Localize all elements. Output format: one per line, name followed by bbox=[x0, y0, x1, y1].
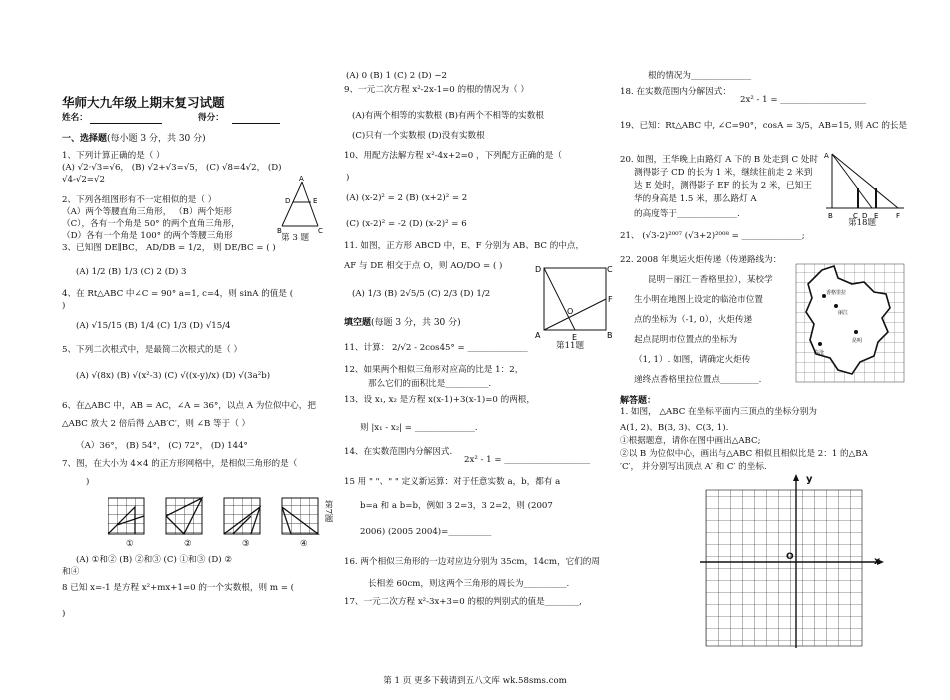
q20-text-c: 达 E 处时，测得影子 EF 的长为 2 米，已知王 bbox=[634, 181, 812, 191]
q8-options: (A) 0 (B) 1 (C) 2 (D) −2 bbox=[346, 71, 448, 81]
origin-label: O bbox=[786, 552, 794, 562]
q12-text-b: 那么它们的面积比是__________. bbox=[368, 379, 492, 389]
q11-text-b: AF 与 DE 相交于点 O，则 AO/DO = ( ) bbox=[344, 261, 503, 271]
q7-label-1: ① bbox=[126, 539, 134, 549]
q1-text: 1、下列计算正确的是（ ） bbox=[62, 151, 165, 161]
q2-options-ab: （A）两个等腰直角三角形， （B）两个矩形 bbox=[62, 207, 232, 217]
svg-text:香格里拉: 香格里拉 bbox=[826, 290, 847, 296]
q7-close: ) bbox=[86, 477, 90, 487]
q22-text-c: 生小明在地图上设定的临沧市位置 bbox=[634, 295, 763, 305]
svg-text:A: A bbox=[535, 331, 541, 340]
q3-options: (A) 1/2 (B) 1/3 (C) 2 (D) 3 bbox=[76, 267, 187, 277]
q20-text: 20. 如图，王华晚上由路灯 A 下的 B 处走到 C 处时 bbox=[620, 155, 818, 165]
q4-options: (A) √15/15 (B) 1/4 (C) 1/3 (D) √15/4 bbox=[76, 321, 231, 331]
q7-figure-grids bbox=[108, 496, 323, 536]
q20-text-d: 华的身高是 1.5 米，那么路灯 A bbox=[634, 194, 757, 204]
q15-text-c: 2006) (2005 2004)=__________ bbox=[360, 527, 492, 537]
q15-text: 15 用 " "、" " 定义新运算：对于任意实数 a，b，都有 a bbox=[344, 477, 561, 487]
section-fill bbox=[344, 318, 461, 328]
q1-option-d: √4-√2=√2 bbox=[62, 175, 105, 185]
q19-text: 19、已知：Rt△ABC 中, ∠C=90°，cosA = 3/5，AB=15, 则 AC 的长是 bbox=[620, 121, 908, 131]
q3-figure bbox=[276, 176, 332, 234]
q7-text: 7、图，在大小为 4×4 的正方形网格中，是相似三角形的是（ bbox=[62, 459, 298, 469]
q9-options-ab: (A)有两个相等的实数根 (B)有两个不相等的实数根 bbox=[352, 111, 544, 121]
svg-text:E: E bbox=[313, 197, 318, 205]
q10-options-ab: (A) (x-2)² = 2 (B) (x+2)² = 2 bbox=[346, 193, 468, 203]
q2-option-d: （D）各有一个角是 100° 的两个等腰三角形 bbox=[62, 231, 233, 241]
svg-text:昆明: 昆明 bbox=[852, 338, 863, 344]
svg-text:C: C bbox=[318, 227, 323, 234]
svg-text:F: F bbox=[896, 212, 901, 220]
section-choice-title: 一、选择题 bbox=[62, 134, 108, 144]
q17-text: 17、一元二次方程 x²-3x+3=0 的根的判别式的值是________, bbox=[344, 597, 582, 607]
q18-text: 18. 在实数范围内分解因式： bbox=[620, 87, 731, 97]
a1-text-c: ①根据题意，请你在图中画出△ABC; bbox=[620, 436, 761, 446]
q14-text: 14、在实数范围内分解因式. bbox=[344, 447, 453, 457]
svg-text:B: B bbox=[277, 227, 282, 234]
q18-expression: 2x² - 1 = ____________________ bbox=[740, 95, 867, 105]
q22-text-d: 点的坐标为（-1, 0），火炬传递 bbox=[634, 315, 753, 325]
q8-close: ) bbox=[62, 609, 66, 619]
svg-text:E: E bbox=[874, 212, 879, 220]
q13-text-b: 则 |x₁ - x₂| = ______________. bbox=[360, 423, 478, 433]
q20-figure-label: 第18题 bbox=[848, 218, 877, 228]
section-choice-note: (每小题 3 分，共 30 分) bbox=[107, 134, 206, 144]
name-label: 姓名： bbox=[62, 113, 88, 123]
a1-text-e: ′C′， 并分别写出顶点 A′ 和 C′ 的坐标. bbox=[620, 462, 767, 472]
q10-close: ) bbox=[346, 173, 350, 183]
svg-text:F: F bbox=[608, 295, 613, 304]
q20-figure bbox=[822, 148, 906, 220]
q20-text-e: 的高度等于______________. bbox=[634, 209, 740, 219]
axis-y-label: y bbox=[806, 474, 813, 485]
q6-text-b: △ABC 放大 2 倍后得 △AB′C′，则 ∠B 等于（ ） bbox=[62, 419, 251, 429]
paper-title: 华师大九年级上期末复习试题 bbox=[62, 95, 225, 110]
q17-text-b: 根的情况为______________ bbox=[648, 71, 752, 81]
page-footer: 第 1 页 更多下载请到五八文库 wk.58sms.com bbox=[383, 676, 567, 686]
svg-text:A: A bbox=[299, 176, 304, 183]
q4-text: 4、在 Rt△ABC 中∠C = 90° a=1, c=4，则 sinA 的值是 ( bbox=[62, 289, 294, 299]
score-label: 得分： bbox=[198, 113, 224, 123]
q22-map-figure bbox=[794, 262, 906, 384]
q8-text: 8 已知 x=-1 是方程 x²+mx+1=0 的一个实数根，则 m = ( bbox=[62, 583, 294, 593]
svg-text:C: C bbox=[607, 265, 613, 274]
q6-options: （A）36°， (B) 54°， (C) 72°， (D) 144° bbox=[76, 441, 248, 451]
a1-text-d: ②以 B 为位似中心，画出与△ABC 相似且相似比是 2：1 的△BA bbox=[620, 449, 868, 459]
axis-x-label: x bbox=[874, 556, 881, 567]
section-fill-title: 填空题 bbox=[344, 318, 372, 328]
svg-text:B: B bbox=[607, 331, 613, 340]
q11-figure-label: 第11题 bbox=[556, 341, 585, 351]
a1-text: 1. 如图， △ABC 在坐标平面内三顶点的坐标分别为 bbox=[620, 407, 817, 417]
q10-options-cd: (C) (x-2)² = -2 (D) (x-2)² = 6 bbox=[346, 219, 467, 229]
q10-text: 10、用配方法解方程 x²-4x+2=0 ，下列配方正确的是（ bbox=[344, 151, 562, 161]
section-fill-note: (每题 3 分，共 30 分) bbox=[371, 318, 461, 328]
a1-text-b: A(1, 2)、B(3, 3)、C(3, 1). bbox=[620, 423, 729, 433]
q11-figure bbox=[534, 262, 614, 342]
q7-side-label: 第7题 bbox=[322, 500, 333, 523]
q14-expression: 2x² - 1 = ____________________ bbox=[464, 455, 591, 465]
svg-text:C: C bbox=[853, 212, 858, 220]
q11-text: 11. 如图，正方形 ABCD 中，E、F 分别为 AB、BC 的中点， bbox=[344, 241, 585, 251]
q2-option-c: （C），各有一个角是 50° 的两个直角三角形， bbox=[62, 219, 240, 229]
q22-text-e: 起点昆明市位置点的坐标为 bbox=[634, 335, 738, 345]
q3-figure-label: 第 3 题 bbox=[281, 233, 310, 243]
svg-text:O: O bbox=[567, 307, 574, 316]
q7-options-cont: 和④ bbox=[62, 567, 80, 577]
q11-options: (A) 1/3 (B) 2√5/5 (C) 2/3 (D) 1/2 bbox=[352, 289, 491, 299]
section-answer: 解答题： bbox=[620, 396, 657, 406]
a1-coordinate-grid bbox=[694, 472, 894, 650]
name-blank[interactable] bbox=[90, 123, 162, 124]
q7-options: (A) ①和② (B) ②和③ (C) ①和③ (D) ② bbox=[76, 555, 233, 565]
svg-text:B: B bbox=[828, 212, 833, 220]
f11-text: 11、计算： 2/√2 - 2cos45° = ______________ bbox=[344, 343, 528, 353]
q6-text: 6、在△ABC 中，AB = AC，∠A = 36°，以点 A 为位似中心，把 bbox=[62, 401, 316, 411]
q7-label-2: ② bbox=[184, 539, 192, 549]
q13-text: 13、设 x₁, x₂ 是方程 x(x-1)+3(x-1)=0 的两根， bbox=[344, 395, 535, 405]
svg-text:A: A bbox=[824, 152, 829, 160]
q22-text-b: 昆明－丽江－香格里拉），某校学 bbox=[648, 275, 773, 285]
q22-text-f: （1, 1）. 如图，请确定火炬传 bbox=[634, 355, 751, 365]
q4-close: ) bbox=[62, 301, 66, 311]
svg-text:临沧: 临沧 bbox=[814, 350, 825, 356]
q16-text: 16. 两个相似三角形的一边对应边分别为 35cm，14cm，它们的周 bbox=[344, 557, 600, 567]
q9-text: 9、一元二次方程 x²-2x-1=0 的根的情况为（ ） bbox=[344, 85, 529, 95]
svg-text:D: D bbox=[535, 265, 542, 274]
q21-text: 21、 (√3-2)²⁰⁰⁷ (√3+2)²⁰⁰⁸ = ______________; bbox=[620, 231, 805, 241]
q1-options: (A) √2·√3=√6， (B) √2+√3=√5， (C) √8=4√2， (D) bbox=[62, 163, 282, 173]
svg-text:E: E bbox=[572, 333, 578, 342]
score-blank[interactable] bbox=[232, 123, 280, 124]
q16-text-b: 长相差 60cm，则这两个三角形的周长为__________. bbox=[368, 579, 570, 589]
section-choice bbox=[62, 134, 206, 144]
q12-text: 12、如果两个相似三角形对应高的比是 1：2， bbox=[344, 365, 524, 375]
q22-text-g: 递终点香格里拉位置点_________. bbox=[634, 375, 762, 385]
q3-text: 3、已知图 DE∥BC， AD/DB = 1/2， 则 DE/BC = ( ) bbox=[62, 243, 276, 253]
svg-text:丽江: 丽江 bbox=[838, 310, 849, 316]
q5-options: (A) √(8x) (B) √(x²-3) (C) √((x-y)/x) (D) √(3a²b) bbox=[76, 371, 271, 381]
svg-text:D: D bbox=[862, 212, 868, 220]
q20-text-b: 测得影子 CD 的长为 1 米，继续往前走 2 米到 bbox=[634, 168, 813, 178]
q22-text: 22. 2008 年奥运火炬传递（传递路线为： bbox=[620, 255, 782, 265]
q7-label-4: ④ bbox=[300, 539, 308, 549]
q7-label-3: ③ bbox=[242, 539, 250, 549]
q15-text-b: b=a 和 a b=b，例如 3 2=3，3 2=2，则 (2007 bbox=[360, 501, 553, 511]
q2-text: 2、下列各组图形有不一定相似的是（ ） bbox=[62, 195, 217, 205]
q9-options-cd: (C)只有一个实数根 (D)没有实数根 bbox=[352, 131, 485, 141]
q5-text: 5、下列二次根式中，是最简二次根式的是（ ） bbox=[62, 345, 243, 355]
svg-text:D: D bbox=[285, 197, 291, 205]
